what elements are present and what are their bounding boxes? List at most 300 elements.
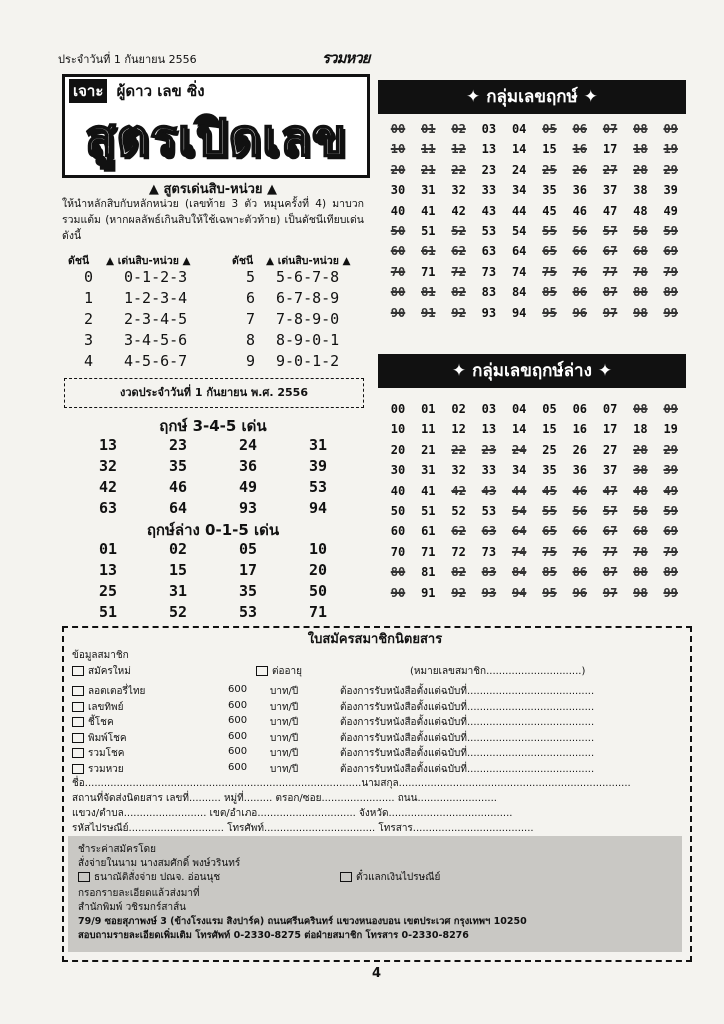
- struck-number: 55: [542, 223, 557, 238]
- renew-label: ต่ออายุ: [272, 666, 302, 677]
- struck-number: 92: [451, 585, 466, 600]
- subscription-unit: บาท/ปี: [270, 686, 299, 697]
- struck-number: 68: [633, 244, 648, 259]
- struck-number: 99: [663, 585, 678, 600]
- grid-number: 32: [451, 463, 466, 478]
- grid-number: 17: [602, 422, 618, 437]
- struck-number: 95: [542, 305, 557, 320]
- grid-number: 93: [481, 305, 497, 320]
- grid-number: 00: [390, 402, 406, 416]
- grid-number: 51: [421, 503, 436, 518]
- grid-number: 81: [421, 565, 436, 580]
- grid-number: 60: [390, 524, 406, 539]
- pick-number: 24: [238, 436, 258, 454]
- struck-number: 22: [451, 442, 466, 457]
- struck-number: 45: [542, 483, 557, 498]
- struck-number: 62: [451, 524, 466, 539]
- subscription-unit: บาท/ปี: [270, 717, 299, 728]
- grid-row: [383, 183, 687, 203]
- pick-row: [80, 478, 360, 499]
- struck-number: 89: [663, 565, 678, 580]
- struck-number: 10: [390, 142, 406, 157]
- struck-number: 02: [451, 122, 466, 136]
- value-cell: 6-7-8-9: [276, 289, 340, 307]
- pick-number: 53: [308, 478, 328, 496]
- pick-row: [80, 457, 360, 478]
- subscription-name: พิมพ์โชค: [88, 732, 127, 744]
- struck-number: 78: [633, 544, 648, 559]
- struck-number: 75: [542, 264, 557, 279]
- value-cell: 7-8-9-0: [276, 310, 340, 328]
- struck-number: 65: [542, 244, 557, 259]
- struck-number: 74: [511, 544, 527, 559]
- struck-number: 69: [663, 244, 678, 259]
- start-issue-field[interactable]: ต้องการรับหนังสือตั้งแต่ฉบับที่........................................: [340, 717, 595, 728]
- grid-number: 33: [481, 463, 497, 478]
- value-cell: 4-5-6-7: [124, 352, 188, 370]
- section-heading: ▲ สูตรเด่นสิบ-หน่วย ▲: [148, 182, 278, 197]
- index-cell: 0: [84, 268, 94, 286]
- start-issue-field[interactable]: ต้องการรับหนังสือตั้งแต่ฉบับที่........................................: [340, 748, 595, 759]
- grid-number: 26: [572, 442, 588, 457]
- grid-number: 53: [481, 223, 497, 238]
- grid-number: 03: [481, 402, 497, 416]
- subscription-price: 600: [228, 730, 248, 742]
- renew-option[interactable]: [256, 664, 302, 679]
- upper-pick-grid: [80, 436, 360, 520]
- grid-number: 14: [511, 422, 527, 437]
- grid-number: 02: [451, 402, 466, 416]
- grid-number: 39: [663, 183, 678, 198]
- index-cell: 3: [84, 331, 94, 349]
- grid-number: 51: [421, 223, 436, 238]
- grid-number: 43: [481, 203, 497, 218]
- subscription-checkbox[interactable]: [72, 717, 84, 727]
- struck-number: 90: [390, 305, 406, 320]
- struck-number: 06: [572, 122, 588, 136]
- subscription-option[interactable]: [72, 762, 124, 777]
- grid-row: [383, 402, 687, 422]
- page-title: สูตรเปิดเลข: [84, 108, 348, 167]
- moneyorder-label: ธนาณัติสั่งจ่าย ปณจ. อ่อนนุช: [94, 872, 221, 883]
- struck-number: 93: [481, 585, 497, 600]
- grid-number: 24: [511, 162, 527, 177]
- grid-row: [383, 122, 687, 142]
- title-box: [62, 74, 370, 178]
- struck-number: 76: [572, 544, 588, 559]
- new-member-label: สมัครใหม่: [88, 666, 131, 677]
- struck-number: 88: [633, 285, 648, 300]
- col-index-1: ดัชนี: [68, 255, 90, 267]
- pick-row: [80, 436, 360, 457]
- pick-number: 32: [98, 457, 118, 475]
- struck-number: 47: [602, 483, 618, 498]
- struck-number: 66: [572, 524, 588, 539]
- pick-number: 49: [238, 478, 258, 496]
- struck-number: 67: [602, 524, 618, 539]
- subscription-unit: บาท/ปี: [270, 732, 299, 744]
- grid-number: 50: [390, 503, 406, 518]
- table-row: [62, 352, 364, 373]
- upper-group-banner: ✦ กลุ่มเลขฤกษ์ ✦: [378, 80, 686, 114]
- subscription-option[interactable]: [72, 715, 114, 730]
- pick-number: 46: [168, 478, 188, 496]
- pick-number: 13: [98, 436, 118, 454]
- index-cell: 9: [246, 352, 256, 370]
- struck-number: 67: [602, 244, 618, 259]
- subscription-checkbox[interactable]: [72, 686, 84, 696]
- name-field[interactable]: ชื่อ.......................................................................................นามสกุล.........................................................................: [72, 778, 631, 789]
- grid-number: 30: [390, 183, 406, 198]
- grid-number: 15: [542, 142, 557, 157]
- grid-row: [383, 463, 687, 483]
- renew-checkbox[interactable]: [256, 666, 268, 676]
- grid-number: 04: [511, 402, 527, 416]
- grid-number: 03: [481, 122, 497, 136]
- subscription-name: ลอตเตอรี่ไทย: [88, 686, 146, 697]
- struck-number: 60: [390, 244, 406, 259]
- grid-number: 20: [390, 442, 406, 457]
- struck-number: 85: [542, 285, 557, 300]
- grid-number: 30: [390, 463, 406, 478]
- struck-number: 95: [542, 585, 557, 600]
- pick-number: 64: [168, 499, 188, 517]
- struck-number: 68: [633, 524, 648, 539]
- subscription-unit: บาท/ปี: [270, 701, 299, 713]
- grid-number: 54: [511, 223, 527, 238]
- pick-row: [80, 499, 360, 520]
- struck-number: 57: [602, 503, 618, 518]
- pick-number: 94: [308, 499, 328, 517]
- lower-pick-grid: [80, 540, 360, 624]
- struck-number: 08: [633, 402, 648, 416]
- struck-number: 66: [572, 244, 588, 259]
- struck-number: 46: [572, 483, 588, 498]
- struck-number: 69: [663, 524, 678, 539]
- subscription-checkbox[interactable]: [72, 733, 84, 743]
- grid-number: 49: [663, 203, 678, 218]
- pick-number: 71: [308, 603, 328, 621]
- pick-number: 31: [308, 436, 328, 454]
- grid-row: [383, 204, 687, 224]
- grid-number: 61: [421, 524, 436, 539]
- struck-number: 25: [542, 162, 557, 177]
- struck-number: 98: [633, 305, 648, 320]
- grid-number: 37: [602, 463, 618, 478]
- grid-row: [383, 163, 687, 183]
- struck-number: 63: [481, 524, 497, 539]
- start-issue-field[interactable]: ต้องการรับหนังสือตั้งแต่ฉบับที่........................................: [340, 686, 595, 697]
- payment-payee: สั่งจ่ายในนาม นางสมศักดิ์ พงษ์วรินทร์: [78, 858, 241, 869]
- pick-number: 23: [168, 436, 188, 454]
- struck-number: 72: [451, 264, 466, 279]
- new-member-option[interactable]: [72, 664, 131, 679]
- struck-number: 39: [663, 463, 678, 478]
- subscription-checkbox[interactable]: [72, 748, 84, 758]
- struck-number: 29: [663, 442, 678, 457]
- pick-number: 35: [168, 457, 188, 475]
- grid-number: 17: [602, 142, 618, 157]
- upper-number-grid: [383, 122, 687, 326]
- grid-number: 11: [421, 422, 436, 437]
- grid-row: [383, 586, 687, 606]
- struck-number: 09: [663, 402, 678, 416]
- member-number-field[interactable]: (หมายเลขสมาชิก..............................): [410, 666, 586, 677]
- index-cell: 1: [84, 289, 94, 307]
- pick-number: 17: [238, 561, 258, 579]
- struck-number: 76: [572, 264, 588, 279]
- pick-number: 15: [168, 561, 188, 579]
- grid-number: 45: [542, 203, 557, 218]
- grid-row: [383, 142, 687, 162]
- struck-number: 59: [663, 503, 678, 518]
- grid-row: [383, 244, 687, 264]
- subscription-option[interactable]: [72, 746, 124, 761]
- table-row: [62, 310, 364, 331]
- struck-number: 54: [511, 503, 527, 518]
- grid-number: 44: [511, 203, 527, 218]
- subscription-unit: บาท/ปี: [270, 763, 299, 775]
- page-number: 4: [372, 966, 382, 981]
- struck-number: 58: [633, 503, 648, 518]
- struck-number: 78: [633, 264, 648, 279]
- grid-number: 12: [451, 422, 466, 437]
- grid-number: 10: [390, 422, 406, 437]
- grid-number: 16: [572, 422, 588, 437]
- struck-number: 64: [511, 524, 527, 539]
- struck-number: 86: [572, 285, 588, 300]
- grid-row: [383, 265, 687, 285]
- struck-number: 94: [511, 585, 527, 600]
- new-member-checkbox[interactable]: [72, 666, 84, 676]
- struck-number: 80: [390, 565, 406, 580]
- pick-number: 39: [308, 457, 328, 475]
- grid-number: 71: [421, 544, 436, 559]
- pick-row: [80, 540, 360, 561]
- zip-field[interactable]: รหัสไปรษณีย์.............................. โทรศัพท์................................... โทรสาร......................................: [72, 823, 534, 834]
- struck-number: 82: [451, 565, 466, 580]
- index-table: [62, 268, 364, 373]
- upper-heading: ฤกษ์ 3-4-5 เด่น: [159, 417, 267, 435]
- struck-number: 42: [451, 483, 466, 498]
- draw-date-box: [64, 378, 364, 408]
- grid-number: 35: [542, 183, 557, 198]
- index-cell: 8: [246, 331, 256, 349]
- grid-number: 35: [542, 463, 557, 478]
- pick-number: 36: [238, 457, 258, 475]
- grid-row: [383, 306, 687, 326]
- grid-number: 73: [481, 544, 497, 559]
- index-cell: 2: [84, 310, 94, 328]
- address-field[interactable]: สถานที่จัดส่งนิตยสาร เลขที่.......... หมู่ที่......... ตรอก/ซอย....................... ถนน.........................: [72, 793, 497, 804]
- value-cell: 2-3-4-5: [124, 310, 188, 328]
- struck-number: 82: [451, 285, 466, 300]
- value-cell: 8-9-0-1: [276, 331, 340, 349]
- pick-row: [80, 603, 360, 624]
- grid-number: 33: [481, 183, 497, 198]
- grid-number: 05: [542, 402, 557, 416]
- struck-number: 56: [572, 223, 588, 238]
- pick-number: 35: [238, 582, 258, 600]
- struck-number: 16: [572, 142, 588, 157]
- grid-row: [383, 285, 687, 305]
- pick-number: 50: [308, 582, 328, 600]
- grid-number: 40: [390, 483, 406, 498]
- lower-group-banner: ✦ กลุ่มเลขฤกษ์ล่าง ✦: [378, 354, 686, 388]
- subscription-option[interactable]: [72, 731, 127, 746]
- index-cell: 6: [246, 289, 256, 307]
- lower-number-grid: [383, 402, 687, 606]
- grid-row: [383, 524, 687, 544]
- payment-title: ชำระค่าสมัครโดย: [78, 844, 156, 855]
- struck-number: 58: [633, 223, 648, 238]
- subscription-checkbox[interactable]: [72, 764, 84, 774]
- issue-date: ประจำวันที่ 1 กันยายน 2556: [58, 53, 197, 66]
- contact-info: สอบถามรายละเอียดเพิ่มเติม โทรศัพท์ 0-2330-8275 ต่อฝ่ายสมาชิก โทรสาร 0-2330-8276: [78, 930, 469, 941]
- struck-number: 43: [481, 483, 497, 498]
- table-row: [62, 268, 364, 289]
- struck-number: 84: [511, 565, 527, 580]
- col-value-1: ▲ เด่นสิบ-หน่วย ▲: [106, 255, 191, 267]
- grid-number: 15: [542, 422, 557, 437]
- struck-number: 28: [633, 442, 648, 457]
- title-kicker-label: เจาะ: [69, 79, 107, 103]
- struck-number: 57: [602, 223, 618, 238]
- grid-number: 47: [602, 203, 618, 218]
- struck-number: 87: [602, 285, 618, 300]
- grid-number: 18: [633, 422, 648, 437]
- publisher-name: สำนักพิมพ์ วชิรมกร์สาส์น: [78, 902, 187, 913]
- grid-row: [383, 224, 687, 244]
- start-issue-field[interactable]: ต้องการรับหนังสือตั้งแต่ฉบับที่........................................: [340, 701, 595, 713]
- pick-number: 10: [308, 540, 328, 558]
- value-cell: 9-0-1-2: [276, 352, 340, 370]
- struck-number: 99: [663, 305, 678, 320]
- grid-number: 70: [390, 544, 406, 559]
- subscription-checkbox[interactable]: [72, 702, 84, 712]
- grid-number: 31: [421, 463, 436, 478]
- grid-number: 48: [633, 203, 648, 218]
- subscription-price: 600: [228, 699, 248, 711]
- subscription-price: 600: [228, 715, 248, 726]
- struck-number: 24: [511, 442, 527, 457]
- title-kicker-rest: ผู้ดาว เลข ซิ่ง: [116, 82, 205, 100]
- payment-moneyorder[interactable]: [78, 870, 220, 885]
- start-issue-field[interactable]: ต้องการรับหนังสือตั้งแต่ฉบับที่........................................: [340, 732, 595, 744]
- subscription-name: รวมหวย: [88, 763, 124, 775]
- grid-row: [383, 484, 687, 504]
- pick-row: [80, 561, 360, 582]
- grid-number: 52: [451, 503, 466, 518]
- struck-number: 38: [633, 463, 648, 478]
- value-cell: 5-6-7-8: [276, 268, 340, 286]
- grid-number: 34: [511, 183, 527, 198]
- grid-row: [383, 443, 687, 463]
- struck-number: 44: [511, 483, 527, 498]
- struck-number: 65: [542, 524, 557, 539]
- grid-number: 42: [451, 203, 466, 218]
- grid-number: 64: [511, 244, 527, 259]
- struck-number: 62: [451, 244, 466, 259]
- member-info-label: ข้อมูลสมาชิก: [72, 650, 129, 661]
- struck-number: 96: [572, 305, 588, 320]
- subscription-option[interactable]: [72, 700, 123, 715]
- payment-postal[interactable]: [340, 870, 440, 885]
- grid-row: [383, 545, 687, 565]
- struck-number: 49: [663, 483, 678, 498]
- struck-number: 75: [542, 544, 557, 559]
- struck-number: 27: [602, 162, 618, 177]
- subscription-name: เลขทิพย์: [88, 701, 124, 713]
- district-field[interactable]: แขวง/ตำบล.......................... เขต/อำเภอ............................... จังหวัด.......................................: [72, 808, 513, 819]
- magazine-logo: รวมหวย: [322, 49, 370, 67]
- pick-number: 63: [98, 499, 118, 517]
- pick-number: 42: [98, 478, 118, 496]
- struck-number: 56: [572, 503, 588, 518]
- grid-number: 91: [421, 585, 436, 600]
- grid-number: 34: [511, 463, 527, 478]
- moneyorder-checkbox[interactable]: [78, 872, 90, 882]
- pick-number: 93: [238, 499, 258, 517]
- struck-number: 01: [421, 122, 436, 136]
- struck-number: 90: [390, 585, 406, 600]
- grid-number: 41: [421, 203, 436, 218]
- subscription-name: รวมโชค: [88, 748, 125, 759]
- table-row: [62, 289, 364, 310]
- struck-number: 61: [421, 244, 436, 259]
- subscription-unit: บาท/ปี: [270, 748, 299, 759]
- grid-number: 41: [421, 483, 436, 498]
- struck-number: 92: [451, 305, 466, 320]
- pick-number: 31: [168, 582, 188, 600]
- struck-number: 80: [390, 285, 406, 300]
- grid-number: 25: [542, 442, 557, 457]
- grid-row: [383, 422, 687, 442]
- value-cell: 3-4-5-6: [124, 331, 188, 349]
- pick-number: 25: [98, 582, 118, 600]
- subscription-price: 600: [228, 746, 248, 757]
- grid-number: 74: [511, 264, 527, 279]
- pick-number: 02: [168, 540, 188, 558]
- lower-heading: ฤกษ์ล่าง 0-1-5 เด่น: [146, 521, 280, 539]
- struck-number: 22: [451, 162, 466, 177]
- struck-number: 28: [633, 162, 648, 177]
- grid-row: [383, 565, 687, 585]
- postal-checkbox[interactable]: [340, 872, 352, 882]
- index-cell: 5: [246, 268, 256, 286]
- pick-row: [80, 582, 360, 603]
- start-issue-field[interactable]: ต้องการรับหนังสือตั้งแต่ฉบับที่........................................: [340, 763, 595, 775]
- struck-number: 21: [421, 162, 436, 177]
- pick-number: 13: [98, 561, 118, 579]
- struck-number: 88: [633, 565, 648, 580]
- pick-number: 52: [168, 603, 188, 621]
- grid-number: 31: [421, 183, 436, 198]
- struck-number: 86: [572, 565, 588, 580]
- grid-number: 06: [572, 402, 588, 416]
- grid-number: 21: [421, 442, 436, 457]
- struck-number: 83: [481, 565, 497, 580]
- struck-number: 48: [633, 483, 648, 498]
- grid-number: 07: [602, 402, 618, 416]
- subscription-option[interactable]: [72, 684, 145, 699]
- struck-number: 12: [451, 142, 466, 157]
- grid-number: 46: [572, 203, 588, 218]
- struck-number: 52: [451, 223, 466, 238]
- struck-number: 79: [663, 544, 678, 559]
- struck-number: 05: [542, 122, 557, 136]
- struck-number: 98: [633, 585, 648, 600]
